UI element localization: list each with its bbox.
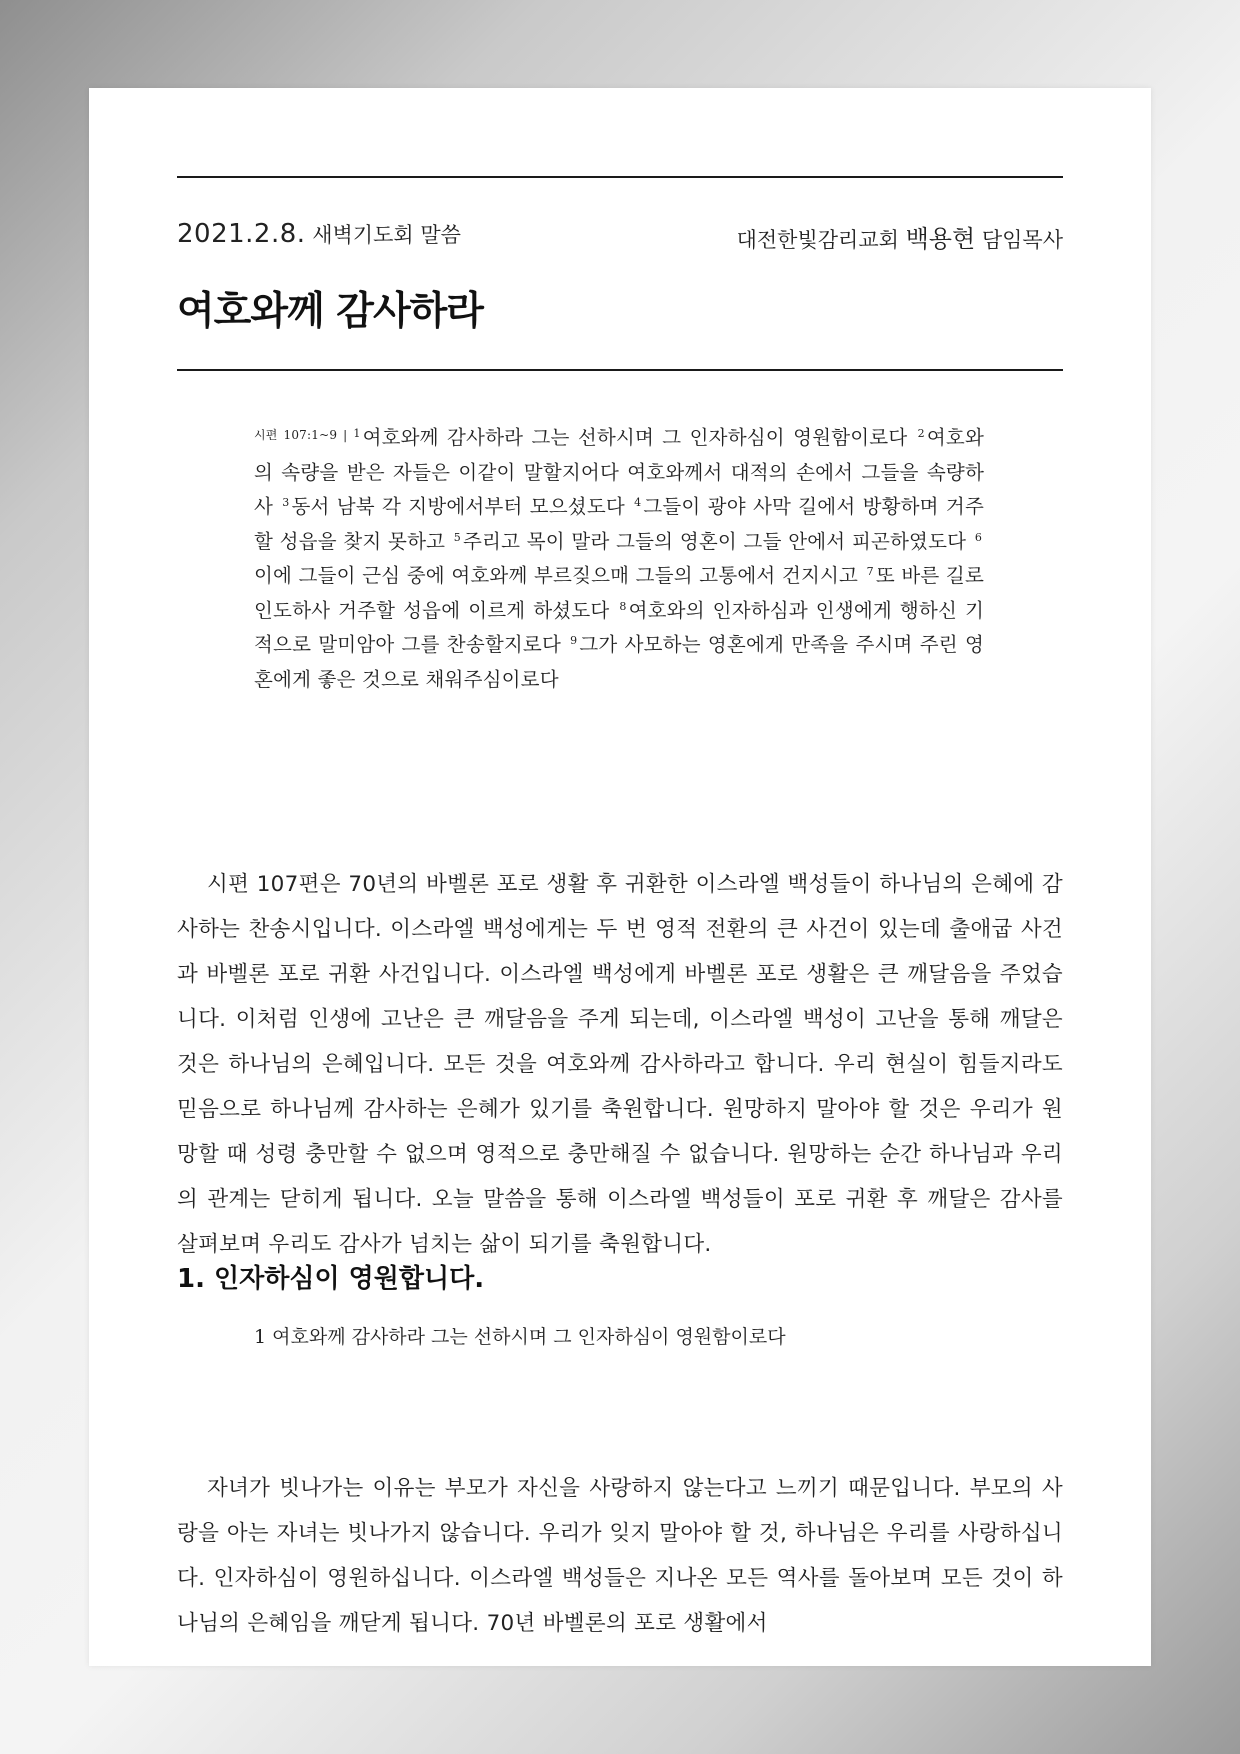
verse-number: 1 bbox=[353, 427, 361, 440]
section-heading: 1. 인자하심이 영원합니다. bbox=[177, 1264, 485, 1294]
verse-text: 또 바른 길로 인도하사 거주할 성읍에 이르게 하셨도다 bbox=[254, 564, 985, 622]
verse-text: 여호와의 속량을 받은 자들은 이같이 말할지어다 여호와께서 대적의 손에서 그들을 속량하사 bbox=[254, 426, 984, 518]
verse-number: 3 bbox=[282, 496, 290, 509]
verse-number: 5 bbox=[453, 530, 461, 544]
verse-text: 동서 남북 각 지방에서부터 모으셨도다 bbox=[291, 495, 625, 518]
verse-number: 4 bbox=[634, 496, 642, 509]
section-verse-quote: 1 여호와께 감사하라 그는 선하시며 그 인자하심이 영원함이로다 bbox=[254, 1326, 786, 1348]
verse-number: 6 bbox=[974, 530, 983, 544]
scripture-reference: 시편 107:1~9 | bbox=[254, 428, 348, 442]
pastor-title: 담임목사 bbox=[981, 228, 1063, 252]
sermon-date: 2021.2.8. bbox=[177, 219, 306, 249]
scripture-passage bbox=[254, 418, 984, 697]
intro-paragraph: 시편 107편은 70년의 바벨론 포로 생활 후 귀환한 이스라엘 백성들이 하나님의 은혜에 감사하는 찬송시입니다. 이스라엘 백성에게는 두 번 영적 전환의 큰 사건이 있는데 출애굽 사건과 바벨론 포로 귀환 사건입니다. 이스라엘 백성에게 바벨론 포로 생활은 큰 깨달음을 주었습니다. 이처럼 인생에 고난은 큰 깨달음을 주게 되는데, 이스라엘 백성이 고난을 통해 깨달은 것은 하나님의 은혜입니다. 모든 것을 여호와께 감사하라고 합니다. 우리 현실이 힘들지라도 믿음으로 하나님께 감사하는 은혜가 있기를 축원합니다. 원망하지 말아야 할 것은 우리가 원망할 때 성령 충만할 수 없으며 영적으로 충만해질 수 없습니다. 원망하는 순간 하나님과 우리의 관계는 닫히게 됩니다. 오늘 말씀을 통해 이스라엘 백성들이 포로 귀환 후 깨달은 감사를 살펴보며 우리도 감사가 넘치는 삶이 되기를 축원합니다. bbox=[177, 872, 1063, 1257]
top-divider bbox=[177, 176, 1063, 178]
verse-number: 8 bbox=[619, 599, 627, 613]
verse-number: 9 bbox=[570, 634, 578, 647]
sermon-date-line bbox=[177, 219, 461, 249]
sermon-meta bbox=[177, 219, 1063, 253]
document-page bbox=[89, 88, 1151, 1666]
verse-text: 주리고 목이 말라 그들의 영혼이 그들 안에서 피곤하였도다 bbox=[463, 529, 967, 553]
verse-text: 이에 그들이 근심 중에 여호와께 부르짖으매 그들의 고통에서 건지시고 bbox=[254, 564, 859, 587]
verse-text: 그가 사모하는 영혼에게 만족을 주시며 주린 영혼에게 좋은 것으로 채워주심이로다 bbox=[254, 633, 984, 691]
section-paragraph: 자녀가 빗나가는 이유는 부모가 자신을 사랑하지 않는다고 느끼기 때문입니다. 부모의 사랑을 아는 자녀는 빗나가지 않습니다. 우리가 잊지 말아야 할 것, 하나님은 우리를 사랑하십니다. 인자하심이 영원하십니다. 이스라엘 백성들은 지나온 모든 역사를 돌아보며 모든 것이 하나님의 은혜임을 깨닫게 됩니다. 70년 바벨론의 포로 생활에서 bbox=[177, 1476, 1063, 1636]
title-divider bbox=[177, 369, 1063, 371]
sermon-title: 여호와께 감사하라 bbox=[177, 289, 483, 334]
verse-text: 여호와께 감사하라 그는 선하시며 그 인자하심이 영원함이로다 bbox=[362, 426, 908, 449]
church-name: 대전한빛감리교회 bbox=[736, 228, 899, 252]
verse-text: 여호와의 인자하심과 인생에게 행하신 기적으로 말미암아 그를 찬송할지로다 bbox=[254, 598, 984, 656]
church-pastor-line bbox=[737, 219, 1063, 254]
verse-text: 그들이 광야 사막 길에서 방황하며 거주할 성읍을 찾지 못하고 bbox=[254, 495, 984, 553]
verse-number: 2 bbox=[917, 427, 925, 440]
service-name: 새벽기도회 말씀 bbox=[312, 223, 461, 247]
verse-number: 7 bbox=[866, 565, 874, 578]
pastor-name: 백용현 bbox=[905, 225, 976, 253]
